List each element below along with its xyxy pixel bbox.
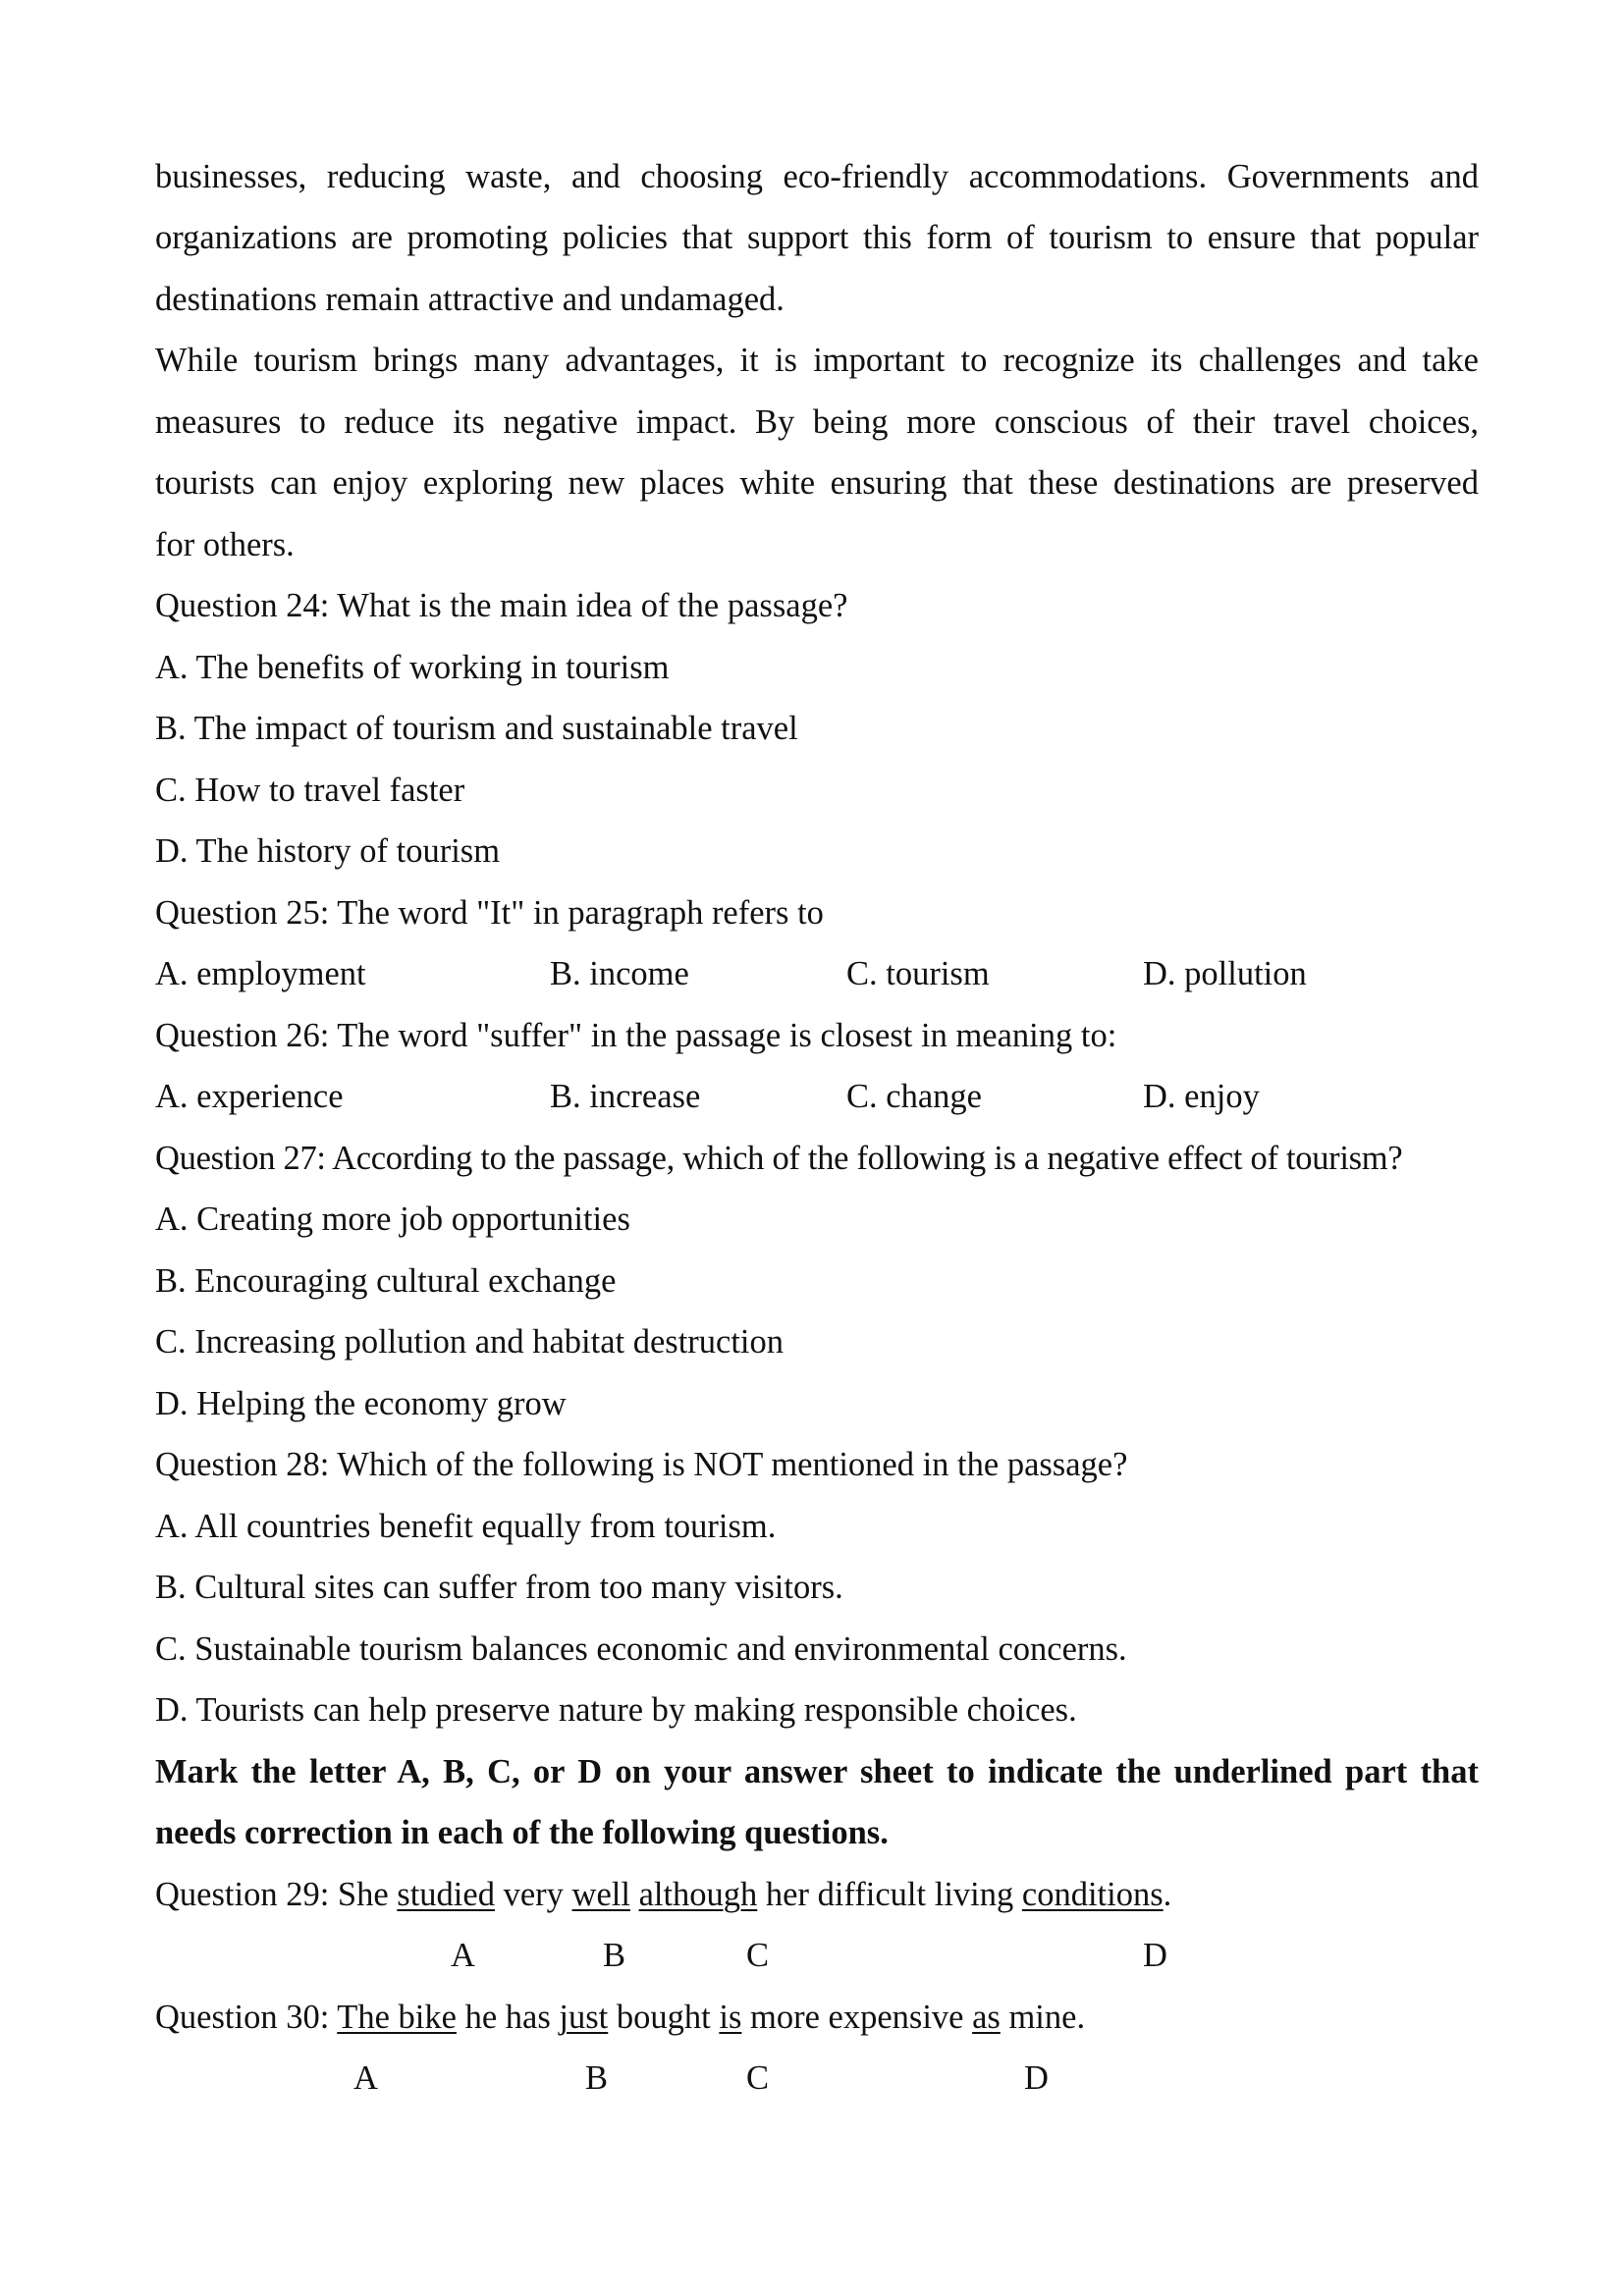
passage-line: for others. xyxy=(155,526,295,563)
text-segment: mine. xyxy=(1000,1999,1086,2036)
passage-line: While tourism brings many advantages, it is important to recognize its challenges and take xyxy=(155,342,1479,379)
question-30-letter-d: D xyxy=(1024,2059,1049,2097)
question-30-letter-c: C xyxy=(746,2059,770,2097)
question-29-letter-c: C xyxy=(746,1937,770,1974)
question-27-option-b: B. Encouraging cultural exchange xyxy=(155,1262,617,1300)
question-25-stem: Question 25: The word "It" in paragraph refers to xyxy=(155,894,824,932)
passage-line: businesses, reducing waste, and choosing eco-friendly accommodations. Governments and xyxy=(155,158,1479,195)
underlined-part-b: just xyxy=(559,1999,609,2036)
underlined-part-d: conditions xyxy=(1021,1876,1164,1913)
question-24-option-d: D. The history of tourism xyxy=(155,832,501,870)
question-28-option-d: D. Tourists can help preserve nature by making responsible choices. xyxy=(155,1691,1077,1729)
text-segment: her difficult living xyxy=(757,1876,1022,1913)
underlined-part-a: The bike xyxy=(337,1999,457,2036)
question-24-option-b: B. The impact of tourism and sustainable travel xyxy=(155,710,798,747)
question-27-stem: Question 27: According to the passage, which of the following is a negative effect of tourism? xyxy=(155,1140,1403,1177)
question-24-stem: Question 24: What is the main idea of the passage? xyxy=(155,587,848,624)
question-28-option-a: A. All countries benefit equally from tourism. xyxy=(155,1508,777,1545)
underlined-part-c: although xyxy=(638,1876,758,1913)
text-segment: Question 29: She xyxy=(155,1876,398,1913)
question-29-letter-d: D xyxy=(1143,1937,1167,1974)
underlined-part-b: well xyxy=(571,1876,630,1913)
question-29-letter-b: B xyxy=(603,1937,626,1974)
passage-line: measures to reduce its negative impact. By being more conscious of their travel choices, xyxy=(155,403,1479,441)
question-26-option-a: A. experience xyxy=(155,1078,344,1115)
text-segment: very xyxy=(494,1876,572,1913)
passage-line: destinations remain attractive and undamaged. xyxy=(155,281,785,318)
question-28-option-c: C. Sustainable tourism balances economic and environmental concerns. xyxy=(155,1630,1127,1668)
text-segment xyxy=(630,1876,639,1913)
question-25-option-b: B. income xyxy=(550,955,689,992)
question-26-option-c: C. change xyxy=(846,1078,982,1115)
section-instruction: Mark the letter A, B, C, or D on your answer sheet to indicate the underlined part that xyxy=(155,1753,1479,1790)
question-27-option-d: D. Helping the economy grow xyxy=(155,1385,567,1422)
passage-line: organizations are promoting policies that support this form of tourism to ensure that popular xyxy=(155,219,1479,256)
question-28-stem: Question 28: Which of the following is NOT mentioned in the passage? xyxy=(155,1446,1128,1483)
underlined-part-a: studied xyxy=(397,1876,495,1913)
question-28-option-b: B. Cultural sites can suffer from too many visitors. xyxy=(155,1569,843,1606)
question-24-option-a: A. The benefits of working in tourism xyxy=(155,649,670,686)
text-segment: Question 30: xyxy=(155,1999,338,2036)
question-29-sentence xyxy=(155,1875,1479,1914)
text-segment: more expensive xyxy=(741,1999,973,2036)
question-30-sentence xyxy=(155,1998,1479,2037)
question-26-option-b: B. increase xyxy=(550,1078,701,1115)
passage-line: tourists can enjoy exploring new places white ensuring that these destinations are preserved xyxy=(155,464,1479,502)
question-24-option-c: C. How to travel faster xyxy=(155,772,465,809)
question-25-option-a: A. employment xyxy=(155,955,366,992)
question-25-option-d: D. pollution xyxy=(1143,955,1307,992)
question-29-letter-a: A xyxy=(451,1937,475,1974)
section-instruction: needs correction in each of the following questions. xyxy=(155,1814,889,1851)
question-25-option-c: C. tourism xyxy=(846,955,990,992)
text-segment: bought xyxy=(608,1999,720,2036)
text-segment: he has xyxy=(456,1999,560,2036)
underlined-part-d: as xyxy=(972,1999,1001,2036)
question-27-option-a: A. Creating more job opportunities xyxy=(155,1201,630,1238)
question-30-letter-a: A xyxy=(353,2059,378,2097)
question-27-option-c: C. Increasing pollution and habitat destruction xyxy=(155,1323,785,1361)
text-segment: . xyxy=(1163,1876,1172,1913)
question-26-stem: Question 26: The word "suffer" in the passage is closest in meaning to: xyxy=(155,1017,1117,1054)
question-26-option-d: D. enjoy xyxy=(1143,1078,1260,1115)
question-30-letter-b: B xyxy=(585,2059,609,2097)
underlined-part-c: is xyxy=(719,1999,742,2036)
